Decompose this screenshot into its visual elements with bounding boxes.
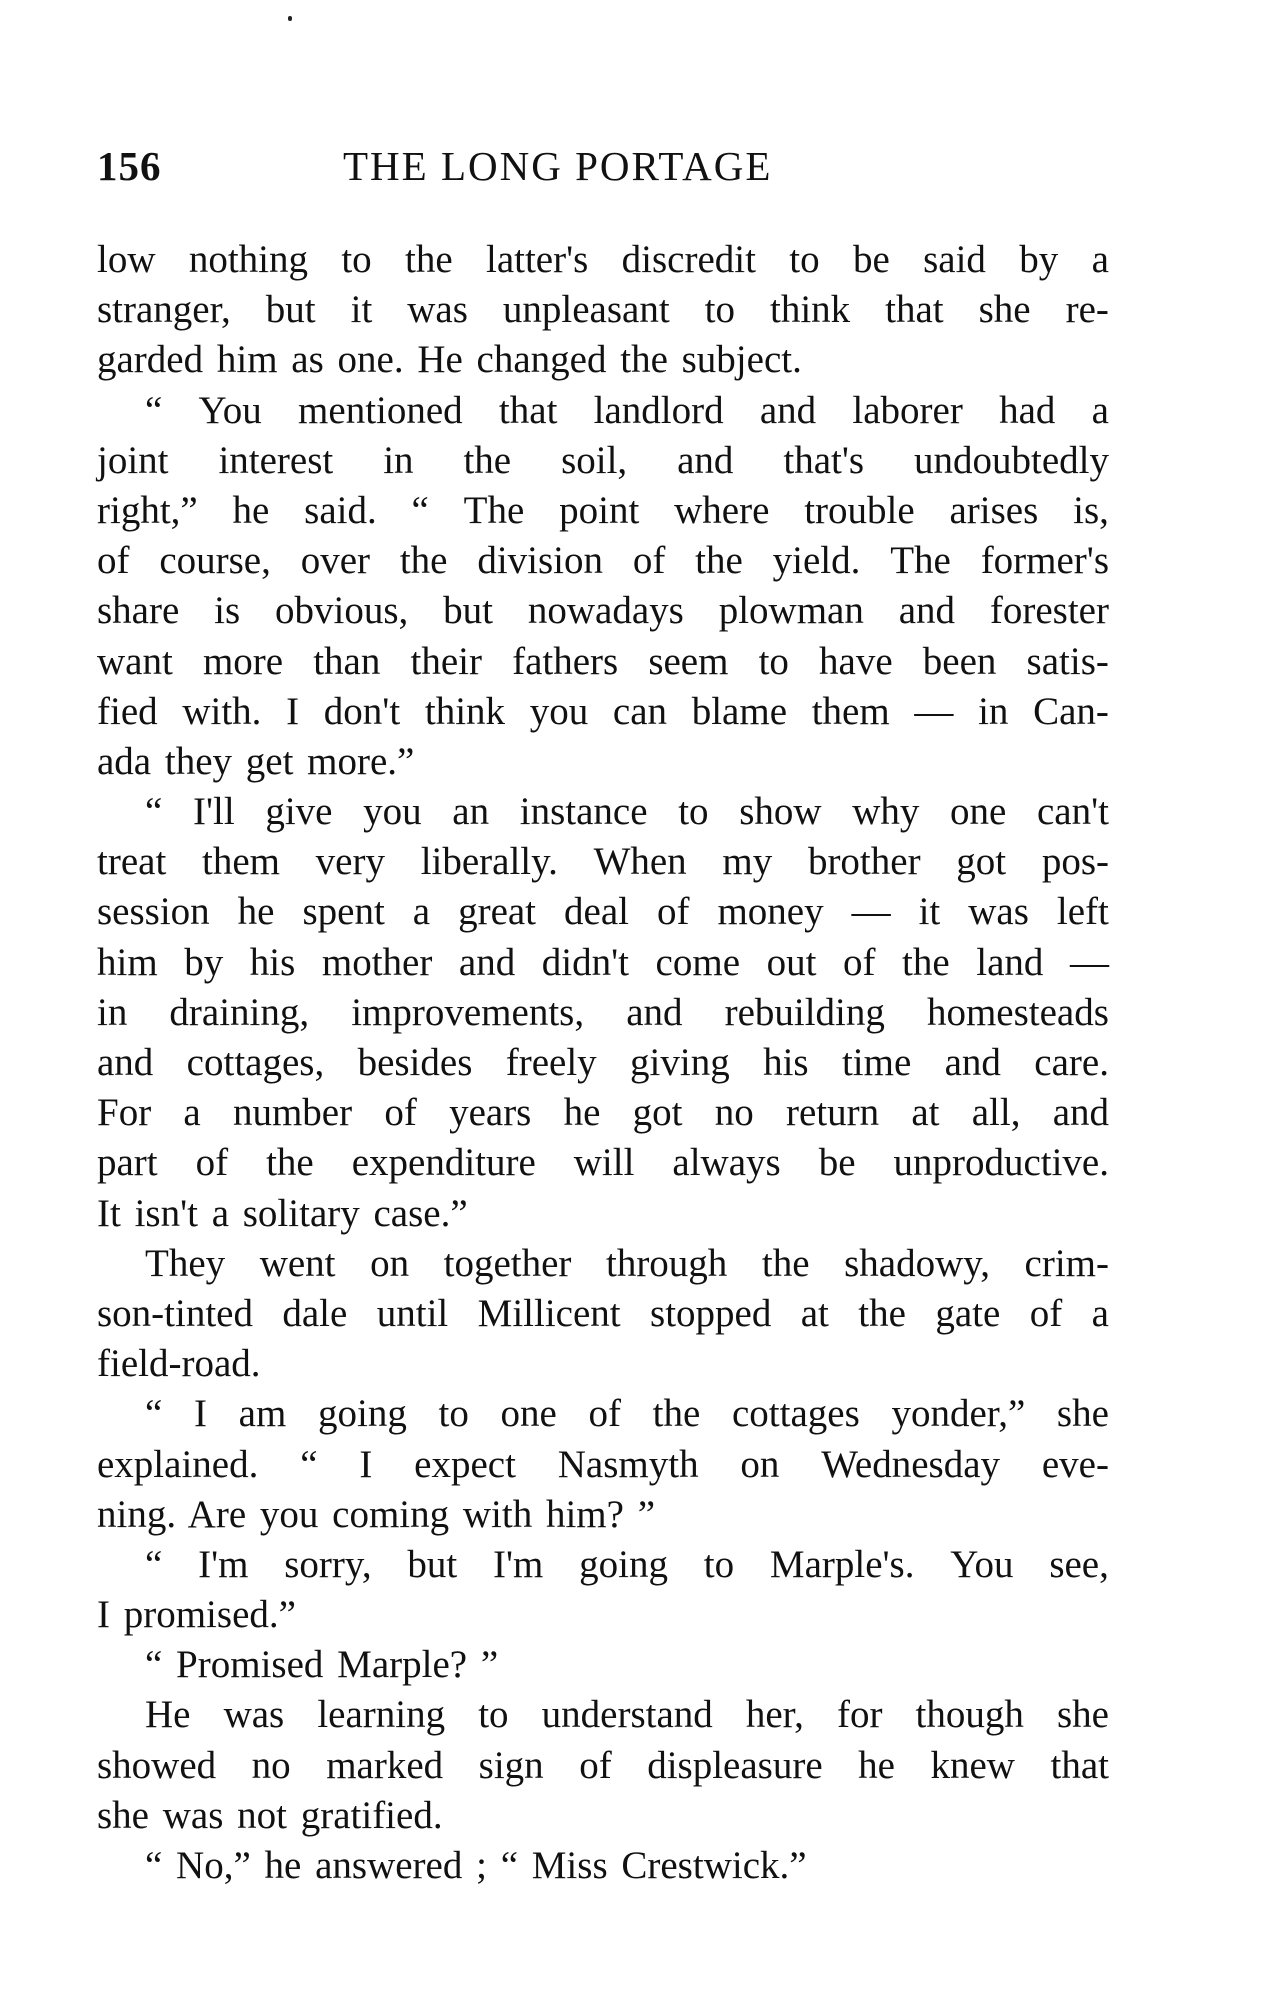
running-title: THE LONG PORTAGE (343, 143, 773, 189)
text-line: she was not gratified. (97, 1793, 443, 1837)
text-line: part of the expenditure will always be unproductive. (97, 1141, 1109, 1185)
text-line: I promised.” (97, 1593, 296, 1637)
text-line: of course, over the division of the yield. The former's (97, 539, 1109, 583)
text-line: treat them very liberally. When my brother got pos- (97, 840, 1109, 884)
text-line: He was learning to understand her, for though she (145, 1693, 1109, 1737)
text-line: want more than their fathers seem to have been satis- (97, 639, 1109, 683)
text-line: explained. “ I expect Nasmyth on Wednesday eve- (97, 1442, 1109, 1486)
text-line: “ Promised Marple? ” (145, 1643, 499, 1687)
ink-speck (288, 16, 292, 21)
page-number: 156 (97, 143, 162, 189)
text-line: joint interest in the soil, and that's undoubtedly (97, 438, 1109, 482)
text-line: ning. Are you coming with him? ” (97, 1492, 656, 1536)
text-line: “ You mentioned that landlord and laborer had a (145, 388, 1109, 432)
text-line: low nothing to the latter's discredit to be said by a (97, 238, 1109, 281)
body-text (97, 235, 1109, 1891)
text-line: right,” he said. “ The point where trouble arises is, (97, 488, 1109, 532)
text-line: They went on together through the shadowy, crim- (145, 1241, 1109, 1285)
text-line: field-road. (97, 1342, 261, 1386)
text-line: It isn't a solitary case.” (97, 1191, 468, 1235)
text-line: him by his mother and didn't come out of the land — (97, 940, 1109, 984)
text-line: in draining, improvements, and rebuilding homesteads (97, 990, 1109, 1034)
text-line: “ I'll give you an instance to show why one can't (145, 790, 1109, 834)
text-line: “ No,” he answered ; “ Miss Crestwick.” (145, 1844, 807, 1887)
text-line: ada they get more.” (97, 739, 415, 783)
text-line: stranger, but it was unpleasant to think that she re- (97, 288, 1109, 332)
text-line: “ I'm sorry, but I'm going to Marple's. You see, (145, 1542, 1109, 1586)
running-head (97, 140, 857, 192)
text-line: showed no marked sign of displeasure he knew that (97, 1743, 1109, 1787)
text-line: garded him as one. He changed the subject. (97, 338, 802, 382)
text-line: “ I am going to one of the cottages yonder,” she (145, 1392, 1109, 1436)
text-line: For a number of years he got no return at all, and (97, 1091, 1109, 1135)
text-line: and cottages, besides freely giving his time and care. (97, 1041, 1109, 1084)
text-line: son-tinted dale until Millicent stopped at the gate of a (97, 1291, 1109, 1335)
text-line: share is obvious, but nowadays plowman and forester (97, 589, 1109, 633)
text-line: fied with. I don't think you can blame them — in Can- (97, 689, 1109, 733)
text-line: session he spent a great deal of money — it was left (97, 890, 1109, 934)
